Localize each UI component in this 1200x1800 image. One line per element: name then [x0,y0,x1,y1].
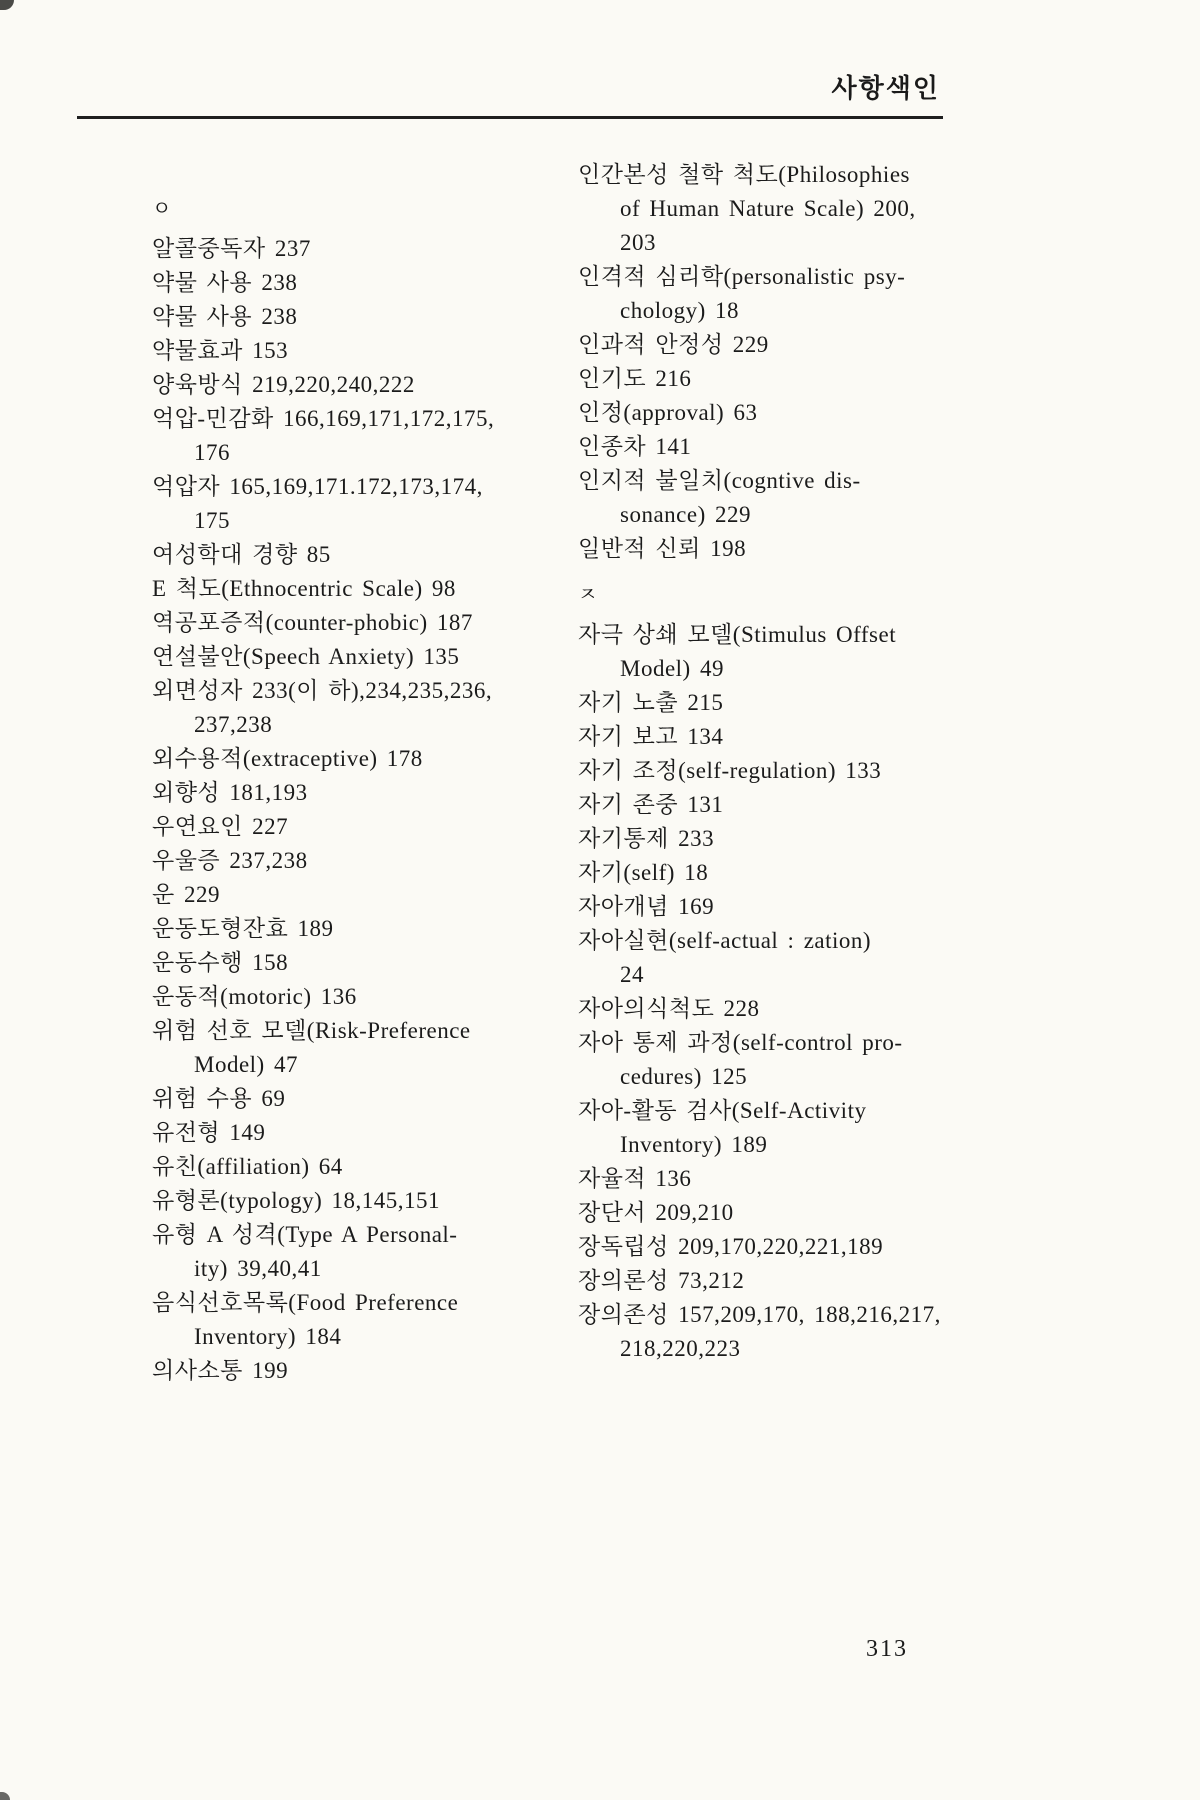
index-entry-continuation-line: 218,220,223 [620,1336,741,1361]
index-entry-line: 자기 보고 134 [578,724,724,749]
index-entry [152,266,582,300]
index-entry-continuation-line: Inventory) 189 [620,1132,768,1157]
index-entry [152,1354,582,1388]
index-entry [152,742,582,776]
index-entry [578,396,988,430]
index-entry-line: 음식선호목록(Food Preference [152,1290,459,1315]
index-entry-continuation-line: 176 [194,440,230,465]
index-entry-line: 인지적 불일치(cogntive dis- [578,468,861,493]
index-entry-line: 자아개념 169 [578,894,715,919]
index-entry-line: 자기 조정(self-regulation) 133 [578,758,882,783]
index-entry-line: 자기통제 233 [578,826,715,851]
index-entry [578,1298,988,1366]
index-entry [152,232,582,266]
index-entry [578,822,988,856]
index-entry-line: 의사소통 199 [152,1358,289,1383]
index-entry-continuation-line: 24 [620,962,644,987]
index-entry [578,924,988,992]
index-entry-line: 인기도 216 [578,366,692,391]
index-entry [578,158,988,260]
page-header-title: 사항색인 [831,74,940,103]
index-entry-line: 우연요인 227 [152,814,289,839]
index-entry-line: 장의론성 73,212 [578,1268,745,1293]
index-entry [152,1082,582,1116]
index-entry-line: 장단서 209,210 [578,1200,734,1225]
index-entry [578,1162,988,1196]
index-entry [152,946,582,980]
index-entry [152,402,582,470]
index-entry [152,1184,582,1218]
index-entry [152,1286,582,1354]
index-entry [578,1230,988,1264]
index-entry [152,1150,582,1184]
index-entry [152,1218,582,1286]
index-entry-continuation-line: Model) 47 [194,1052,298,1077]
index-entry [152,368,582,402]
index-entry [152,674,582,742]
index-entry-line: 위험 선호 모델(Risk-Preference [152,1018,471,1043]
index-entry-line: 운동적(motoric) 136 [152,984,357,1009]
index-entry [578,362,988,396]
index-entry [578,686,988,720]
index-entry [578,754,988,788]
index-entry-line: 약물 사용 238 [152,304,298,329]
index-entry [578,1264,988,1298]
index-entry [578,992,988,1026]
index-entry-line: 자아실현(self-actual : zation) [578,928,872,953]
index-entry-line: 외면성자 233(이 하),234,235,236, [152,678,493,703]
index-entry-line: 외수용적(extraceptive) 178 [152,746,423,771]
index-entry [152,912,582,946]
index-entry-line: 인정(approval) 63 [578,400,758,425]
index-entry [578,1196,988,1230]
index-entry-line: 자극 상쇄 모델(Stimulus Offset [578,622,897,647]
index-entry [578,890,988,924]
index-entry-line: 여성학대 경향 85 [152,542,331,567]
index-entry-line: 억압-민감화 166,169,171,172,175, [152,406,495,431]
index-entry-continuation-line: cedures) 125 [620,1064,748,1089]
index-entry-line: 자아-활동 검사(Self-Activity [578,1098,867,1123]
index-entry-line: 외향성 181,193 [152,780,308,805]
index-entry [152,538,582,572]
index-entry-line: 장독립성 209,170,220,221,189 [578,1234,884,1259]
index-entry [152,1014,582,1082]
index-entry [578,430,988,464]
index-entry-line: 인격적 심리학(personalistic psy- [578,264,906,289]
index-entry [152,810,582,844]
index-entry-continuation-line: sonance) 229 [620,502,751,527]
index-entry [152,878,582,912]
index-entry-line: 인간본성 철학 척도(Philosophies [578,162,910,187]
index-entry [578,464,988,532]
index-entry-line: 연설불안(Speech Anxiety) 135 [152,644,460,669]
index-entry-continuation-line: 203 [620,230,656,255]
index-entry [578,532,988,566]
index-entry-continuation-line: 175 [194,508,230,533]
index-entry [578,1094,988,1162]
index-entry-line: 장의존성 157,209,170, 188,216,217, [578,1302,941,1327]
index-entry [578,328,988,362]
index-entry [152,844,582,878]
index-entry-line: 자기 존중 131 [578,792,724,817]
index-entry [152,334,582,368]
index-entry-line: 유형론(typology) 18,145,151 [152,1188,441,1213]
index-column-left [152,192,582,1388]
index-entry-line: E 척도(Ethnocentric Scale) 98 [152,576,456,601]
index-entry [152,300,582,334]
index-entry [578,260,988,328]
index-entry [152,980,582,1014]
index-entry-continuation-line: chology) 18 [620,298,740,323]
index-entry-line: 자기 노출 215 [578,690,724,715]
index-entry-line: 인과적 안정성 229 [578,332,769,357]
index-entry-line: 인종차 141 [578,434,692,459]
index-entry-line: 자아의식척도 228 [578,996,760,1021]
index-entry [578,720,988,754]
index-entry [578,1026,988,1094]
index-entry-line: 양육방식 219,220,240,222 [152,372,415,397]
index-entry-line: 약물효과 153 [152,338,289,363]
index-entry-line: 일반적 신뢰 198 [578,536,747,561]
header-rule [77,116,943,119]
index-entry-line: 알콜중독자 237 [152,236,311,261]
index-entry-continuation-line: Inventory) 184 [194,1324,342,1349]
index-entry-line: 운동도형잔효 189 [152,916,334,941]
index-entry-line: 우울증 237,238 [152,848,308,873]
index-entry [152,572,582,606]
index-column-right [578,158,988,1366]
index-entry-line: 자아 통제 과정(self-control pro- [578,1030,903,1055]
index-entry [152,1116,582,1150]
index-entry [578,856,988,890]
index-entry-line: 유친(affiliation) 64 [152,1154,343,1179]
index-entry-continuation-line: Model) 49 [620,656,724,681]
index-entry-continuation-line: ity) 39,40,41 [194,1256,322,1281]
index-entry-line: 자율적 136 [578,1166,692,1191]
index-entry-line: 운 229 [152,882,220,907]
scan-artifact-bottom-left [0,1792,10,1800]
index-entry-line: 유전형 149 [152,1120,266,1145]
page-number: 313 [866,1636,908,1662]
section-marker: ㅇ [152,198,172,220]
index-entry-continuation-line: of Human Nature Scale) 200, [620,196,916,221]
scan-artifact-top-left [0,0,14,10]
index-entry-line: 위험 수용 69 [152,1086,286,1111]
index-entry-line: 자기(self) 18 [578,860,709,885]
section-marker: ㅈ [578,584,598,606]
index-entry-line: 유형 A 성격(Type A Personal- [152,1222,458,1247]
index-entry [578,788,988,822]
index-entry [152,640,582,674]
index-entry-line: 운동수행 158 [152,950,289,975]
index-entry [152,470,582,538]
index-entry-line: 역공포증적(counter-phobic) 187 [152,610,473,635]
index-entry-continuation-line: 237,238 [194,712,273,737]
index-entry [578,618,988,686]
index-entry [152,776,582,810]
index-entry-line: 억압자 165,169,171.172,173,174, [152,474,483,499]
index-entry [152,606,582,640]
index-entry-line: 약물 사용 238 [152,270,298,295]
